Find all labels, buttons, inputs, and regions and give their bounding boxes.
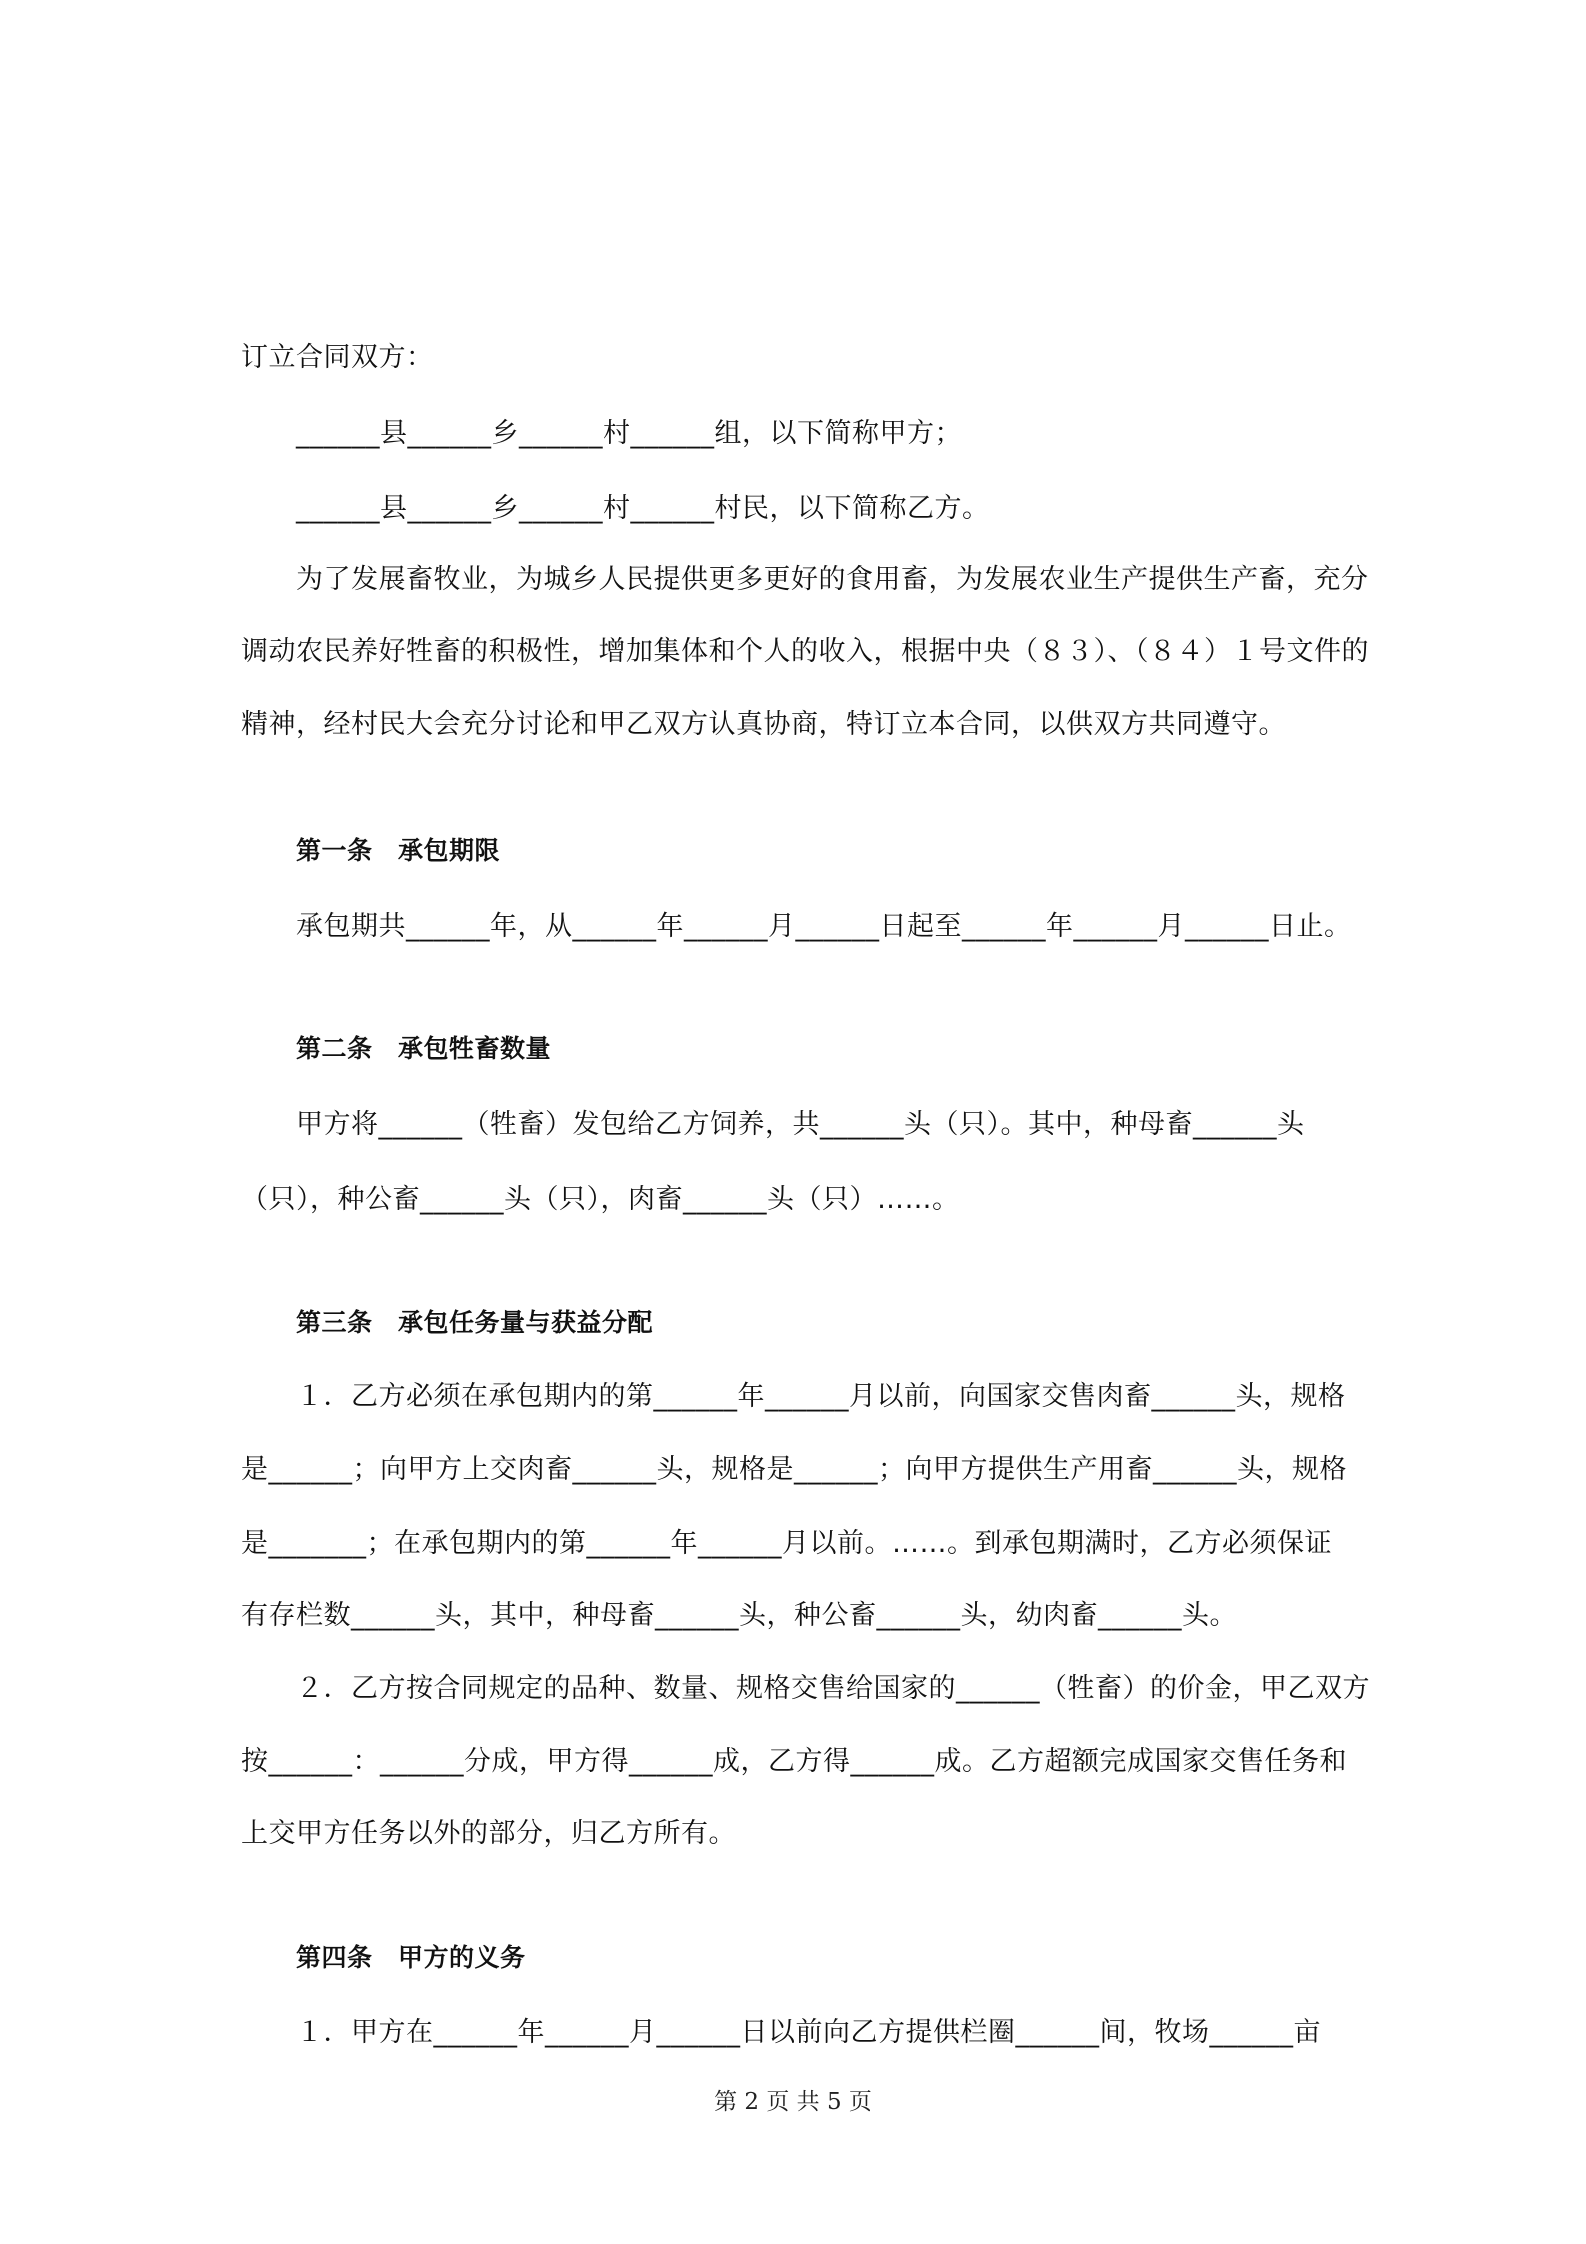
preamble-line-2: 调动农民养好牲畜的积极性，增加集体和个人的收入，根据中央（８３）、（８４）１号文件的 [241, 636, 1369, 667]
article-3-heading: 第三条 承包任务量与获益分配 [296, 1308, 654, 1337]
article-3-item-1-line-2: 是______；向甲方上交肉畜______头，规格是______；向甲方提供生产用畜______头，规格 [241, 1454, 1347, 1485]
article-2-line-1: 甲方将______（牲畜）发包给乙方饲养，共______头（只）。其中，种母畜______头 [296, 1109, 1305, 1140]
article-3-item-2-line-3: 上交甲方任务以外的部分，归乙方所有。 [241, 1818, 736, 1849]
article-4-item-1-line-1: １．甲方在______年______月______日以前向乙方提供栏圈______间，牧场______亩 [296, 2017, 1321, 2048]
article-3-item-2-line-2: 按______：______分成，甲方得______成，乙方得______成。乙方超额完成国家交售任务和 [241, 1746, 1347, 1777]
article-3-item-1-line-3: 是_______；在承包期内的第______年______月以前。……。到承包期满时，乙方必须保证 [241, 1528, 1332, 1559]
page-number-footer: 第 2 页 共 5 页 [714, 2089, 872, 2115]
preamble-line-3: 精神，经村民大会充分讨论和甲乙双方认真协商，特订立本合同，以供双方共同遵守。 [241, 709, 1286, 740]
article-3-item-1-line-4: 有存栏数______头，其中，种母畜______头，种公畜______头，幼肉畜______头。 [241, 1600, 1237, 1631]
article-3-item-2-line-1: ２．乙方按合同规定的品种、数量、规格交售给国家的______（牲畜）的价金，甲乙双方 [296, 1673, 1370, 1704]
article-2-heading: 第二条 承包牲畜数量 [296, 1034, 552, 1063]
article-3-item-1-line-1: １．乙方必须在承包期内的第______年______月以前，向国家交售肉畜______头，规格 [296, 1381, 1346, 1412]
parties-intro: 订立合同双方： [241, 342, 434, 373]
party-b-line: ______县______乡______村______村民，以下简称乙方。 [296, 493, 990, 524]
article-1-heading: 第一条 承包期限 [296, 836, 501, 865]
article-4-heading: 第四条 甲方的义务 [296, 1943, 526, 1972]
article-2-line-2: （只），种公畜______头（只），肉畜______头（只）……。 [241, 1184, 960, 1215]
preamble-line-1: 为了发展畜牧业，为城乡人民提供更多更好的食用畜，为发展农业生产提供生产畜，充分 [296, 564, 1369, 595]
article-1-body: 承包期共______年，从______年______月______日起至______年______月______日止。 [296, 911, 1352, 942]
party-a-line: ______县______乡______村______组，以下简称甲方； [296, 418, 962, 449]
